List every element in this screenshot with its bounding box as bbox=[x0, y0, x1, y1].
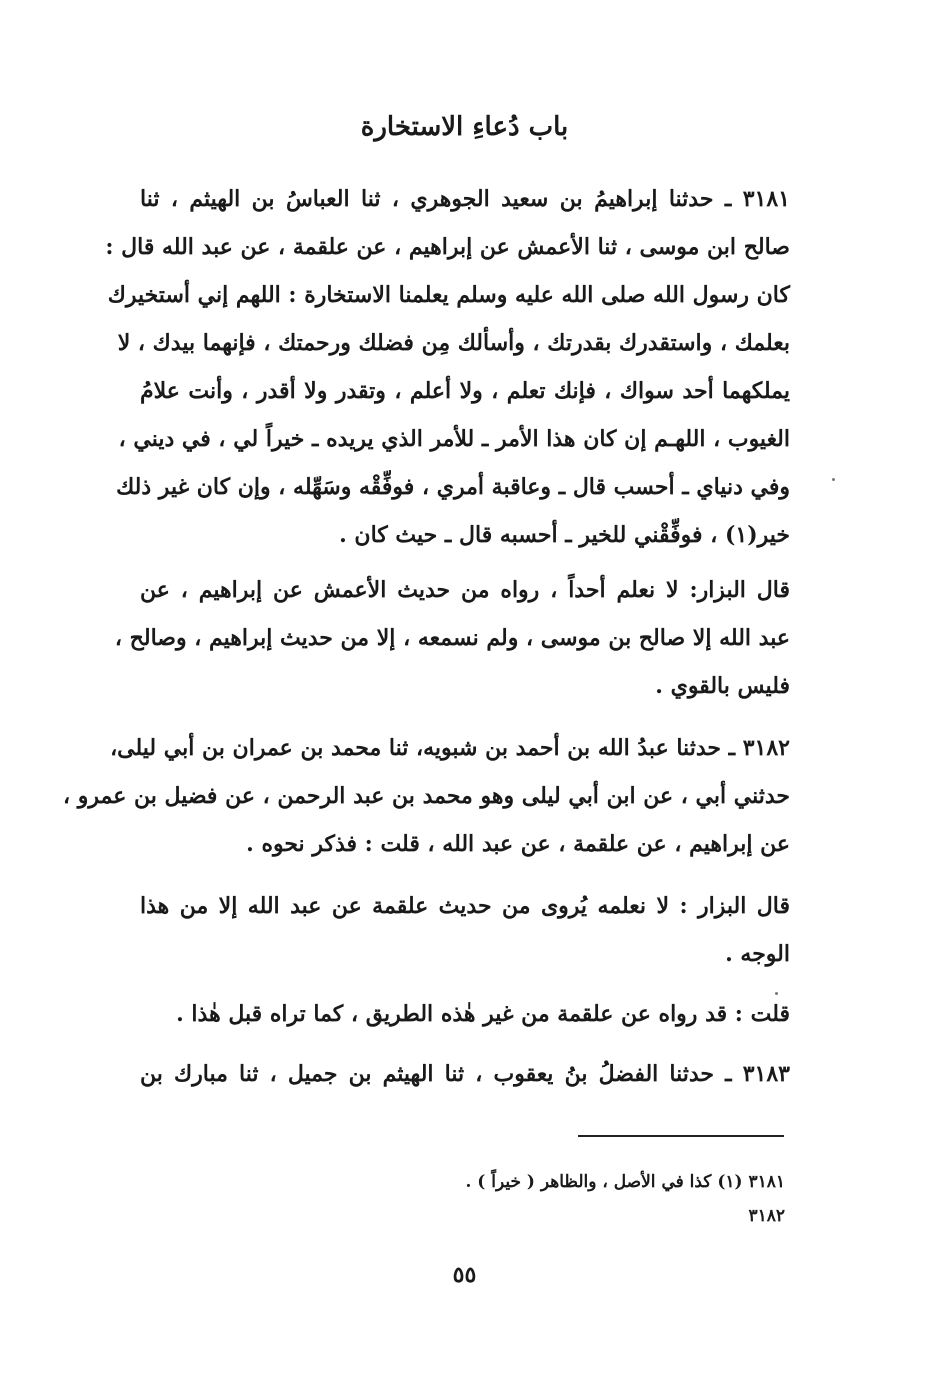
footnote-divider bbox=[578, 1135, 784, 1137]
text-line: ٣١٨١ ـ حدثنا إبراهيمُ بن سعيد الجوهري ، ثنا العباسُ بن الهيثم ، ثنا bbox=[140, 186, 790, 212]
bazzar-comment-2 bbox=[140, 882, 790, 978]
footnote-item: ٣١٨١ (١) كذا في الأصل ، والظاهر ( خيراً ) . bbox=[465, 1172, 785, 1192]
text-line: فليس بالقوي . bbox=[655, 673, 790, 699]
text-line: خير(١) ، فوفِّقْني للخير ـ أحسبه قال ـ حيث كان . bbox=[339, 522, 790, 548]
text-line: الغيوب ، اللهـم إن كان هذا الأمر ـ للأمر الذي يريده ـ خيراً لي ، في ديني ، bbox=[118, 426, 790, 452]
text-line: عبد الله إلا صالح بن موسى ، ولم نسمعه ، إلا من حديث إبراهيم ، وصالح ، bbox=[114, 625, 790, 651]
text-line: ٣١٨٢ ـ حدثنا عبدُ الله بن أحمد بن شبويه، ثنا محمد بن عمران بن أبي ليلى، bbox=[110, 735, 790, 761]
chapter-heading: باب دُعاءِ الاستخارة bbox=[360, 112, 569, 142]
text-line: عن إبراهيم ، عن علقمة ، عن عبد الله ، قلت : فذكر نحوه . bbox=[246, 831, 790, 857]
hadith-3181 bbox=[105, 175, 790, 559]
page-number: ٥٥ bbox=[452, 1262, 477, 1288]
bazzar-comment-1 bbox=[114, 566, 790, 710]
hadith-3183 bbox=[140, 1050, 790, 1098]
text-line: وفي دنياي ـ أحسب قال ـ وعاقبة أمري ، فوفِّقْه وسَهِّله ، وإن كان غير ذلك bbox=[116, 474, 790, 500]
text-line: بعلمك ، واستقدرك بقدرتك ، وأسألك مِن فضلك ورحمتك ، فإنهما بيدك ، لا bbox=[117, 330, 790, 356]
text-line: قال البزار : لا نعلمه يُروى من حديث علقمة عن عبد الله إلا من هذا bbox=[140, 893, 790, 919]
text-line: حدثني أبي ، عن ابن أبي ليلى وهو محمد بن عبد الرحمن ، عن فضيل بن عمرو ، bbox=[62, 783, 790, 809]
text-line: قلت : قد رواه عن علقمة من غير هٰذه الطريق ، كما تراه قبل هٰذا . bbox=[176, 1001, 790, 1027]
text-line: ٣١٨٣ ـ حدثنا الفضلُ بنُ يعقوب ، ثنا الهيثم بن جميل ، ثنا مبارك بن bbox=[140, 1061, 790, 1087]
text-line: قال البزار: لا نعلم أحداً ، رواه من حديث الأعمش عن إبراهيم ، عن bbox=[140, 577, 790, 603]
footnote-item: ٣١٨٢ bbox=[748, 1206, 785, 1226]
hadith-3182 bbox=[62, 724, 790, 868]
speck bbox=[775, 992, 778, 995]
text-line: الوجه . bbox=[725, 941, 790, 967]
text-line: يملكهما أحد سواك ، فإنك تعلم ، ولا أعلم ، وتقدر ولا أقدر ، وأنت علامُ bbox=[140, 378, 790, 404]
footnotes bbox=[140, 1165, 785, 1233]
speck bbox=[832, 478, 835, 481]
text-line: صالح ابن موسى ، ثنا الأعمش عن إبراهيم ، عن علقمة ، عن عبد الله قال : bbox=[105, 234, 790, 260]
author-note bbox=[140, 990, 790, 1038]
text-line: كان رسول الله صلى الله عليه وسلم يعلمنا الاستخارة : اللهم إني أستخيرك bbox=[107, 282, 790, 308]
